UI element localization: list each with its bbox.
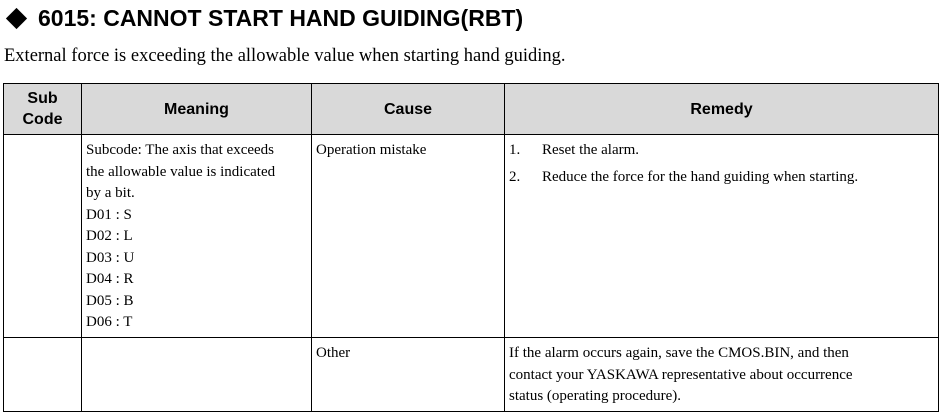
meaning-line: D03 : U	[86, 249, 135, 266]
row1-cause: Operation mistake	[312, 135, 505, 338]
meaning-line: the allowable value is indicated	[86, 163, 276, 180]
row2-remedy	[505, 338, 939, 412]
alarm-title-text: 6015: CANNOT START HAND GUIDING(RBT)	[38, 4, 524, 31]
remedy-step	[509, 140, 934, 162]
remedy-step-text: Reduce the force for the hand guiding when starting.	[542, 168, 859, 185]
row2-cause: Other	[312, 338, 505, 412]
meaning-line: by a bit.	[86, 185, 135, 201]
remedy-line: status (operating procedure).	[509, 388, 682, 404]
row1-remedy	[505, 135, 939, 338]
meaning-line: D04 : R	[86, 271, 134, 287]
diamond-bullet-icon	[6, 7, 27, 28]
remedy-step-number: 2.	[509, 168, 521, 185]
meaning-line: Subcode: The axis that exceeds	[86, 142, 274, 158]
header-cause: Cause	[312, 84, 505, 135]
meaning-line: D02 : L	[86, 228, 133, 244]
meaning-line: D01 : S	[86, 206, 132, 223]
header-subcode-line2: Code	[22, 111, 63, 128]
remedy-step-text: Reset the alarm.	[542, 142, 640, 158]
table-header-row	[4, 84, 939, 135]
table-row	[4, 135, 939, 338]
header-subcode-line1: Sub	[27, 90, 58, 107]
header-remedy: Remedy	[505, 84, 939, 135]
row1-subcode	[4, 135, 82, 338]
alarm-description: External force is exceeding the allowable value when starting hand guiding.	[4, 46, 566, 66]
meaning-line: D05 : B	[86, 292, 134, 309]
remedy-line: contact your YASKAWA representative about occurrence	[509, 366, 853, 383]
remedy-line: If the alarm occurs again, save the CMOS.BIN, and then	[509, 345, 849, 361]
row2-subcode	[4, 338, 82, 412]
alarm-table	[3, 83, 939, 412]
remedy-step-number: 1.	[509, 142, 521, 158]
header-meaning: Meaning	[82, 84, 312, 135]
meaning-line: D06 : T	[86, 314, 133, 330]
remedy-steps	[509, 140, 934, 188]
header-subcode	[4, 84, 82, 135]
alarm-title	[4, 4, 523, 32]
remedy-step	[509, 167, 934, 189]
row1-meaning	[82, 135, 312, 338]
row2-meaning	[82, 338, 312, 412]
table-row	[4, 338, 939, 412]
